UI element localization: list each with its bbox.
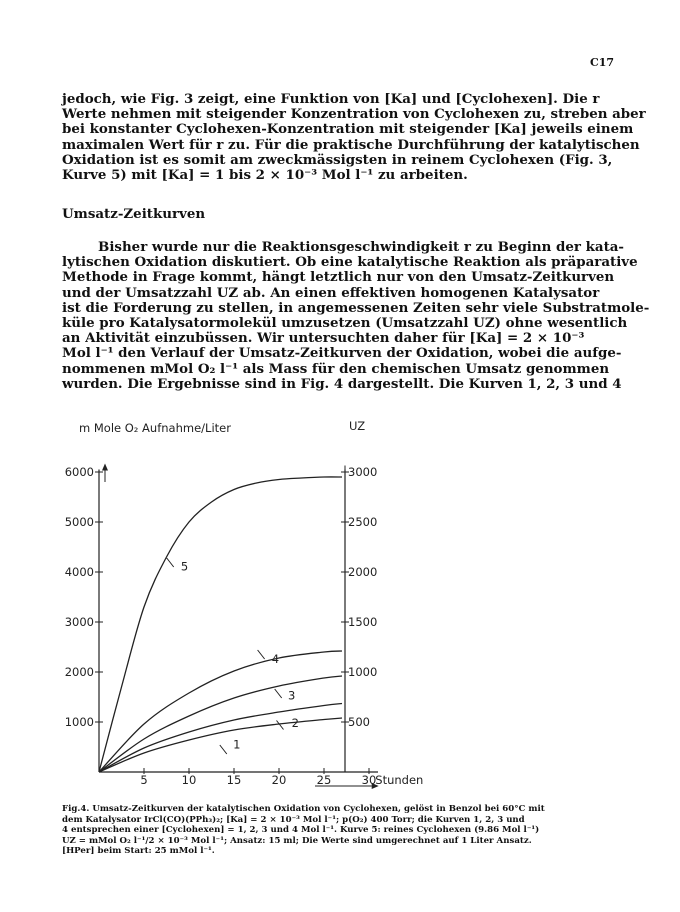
caption-line: 4 entsprechen einer [Cyclohexen] = 1, 2, 3 und 4 Mol l⁻¹. Kurve 5: reines Cyclohexen (9.86 Mol l⁻¹) xyxy=(62,825,540,836)
curve-label-leader xyxy=(277,721,284,730)
x-axis-title: Stunden xyxy=(375,773,424,787)
curve-label-4: 4 xyxy=(271,652,280,666)
x-tick-label: 20 xyxy=(271,773,287,787)
paragraph-2-line: Mol l⁻¹ den Verlauf der Umsatz-Zeitkurven der Oxidation, wobei die aufge- xyxy=(62,345,622,362)
paragraph-1-line: Kurve 5) mit [Ka] = 1 bis 2 × 10⁻³ Mol l⁻¹ zu arbeiten. xyxy=(62,166,468,183)
y-right-tick-label: 3000 xyxy=(348,465,378,479)
chart-root xyxy=(65,419,424,789)
x-tick-label: 5 xyxy=(140,773,148,787)
y-right-tick-label: 1500 xyxy=(348,615,378,629)
paragraph-2 xyxy=(62,239,650,392)
paragraph-2-line: küle pro Katalysatormolekül umzusetzen (Umsatzzahl UZ) ohne wesentlich xyxy=(62,314,628,331)
x-tick-label: 25 xyxy=(316,773,332,787)
paragraph-2-line: ist die Forderung zu stellen, in angemessenen Zeiten sehr viele Substratmole- xyxy=(62,299,650,316)
paragraph-1 xyxy=(62,91,646,183)
y-right-tick-label: 1000 xyxy=(348,665,378,679)
y-left-tick-label: 5000 xyxy=(64,515,94,529)
x-tick-label: 10 xyxy=(181,773,197,787)
paragraph-1-line: jedoch, wie Fig. 3 zeigt, eine Funktion von [Ka] und [Cyclohexen]. Die r xyxy=(62,91,600,107)
paragraph-1-line: Werte nehmen mit steigender Konzentration von Cyclohexen zu, streben aber xyxy=(62,106,646,123)
y-left-tick-label: 6000 xyxy=(64,465,94,479)
paragraph-1-line: maximalen Wert für r zu. Für die praktische Durchführung der katalytischen xyxy=(62,136,640,153)
y-right-tick-label: 500 xyxy=(348,715,370,729)
paragraph-2-line: Methode in Frage kommt, hängt letztlich nur von den Umsatz-Zeitkurven xyxy=(62,269,615,286)
y-left-arrow-head xyxy=(102,464,108,471)
curve-2 xyxy=(99,704,342,773)
curve-3 xyxy=(99,676,342,772)
section-heading: Umsatz-Zeitkurven xyxy=(62,206,206,222)
curve-label-2: 2 xyxy=(291,716,299,730)
y-left-tick-label: 1000 xyxy=(64,715,94,729)
paragraph-2-line: nommenen mMol O₂ l⁻¹ als Mass für den chemischen Umsatz genommen xyxy=(62,360,610,377)
x-tick-label: 30 xyxy=(361,773,377,787)
paragraph-2-line: wurden. Die Ergebnisse sind in Fig. 4 dargestellt. Die Kurven 1, 2, 3 und 4 xyxy=(62,375,622,392)
curve-label-leader xyxy=(220,745,227,754)
paragraph-2-line: und der Umsatzzahl UZ ab. An einen effektiven homogenen Katalysator xyxy=(62,284,600,301)
paragraph-2-line: an Aktivität einzubüssen. Wir untersuchten daher für [Ka] = 2 × 10⁻³ xyxy=(62,330,585,347)
curve-4 xyxy=(99,651,342,772)
curve-label-leader xyxy=(275,689,282,698)
y-left-tick-label: 2000 xyxy=(64,665,94,679)
curve-label-5: 5 xyxy=(180,559,189,574)
figure-4-chart xyxy=(0,400,680,800)
figure-caption xyxy=(62,804,622,857)
caption-line: [HPer] beim Start: 25 mMol l⁻¹. xyxy=(62,846,215,857)
paragraph-2-line: lytischen Oxidation diskutiert. Ob eine katalytische Reaktion als präparative xyxy=(62,254,638,271)
curve-label-1: 1 xyxy=(233,737,241,752)
paragraph-1-line: bei konstanter Cyclohexen-Konzentration mit steigender [Ka] jeweils einem xyxy=(62,121,634,138)
curve-label-leader xyxy=(167,558,174,567)
caption-line: Fig.4. Umsatz-Zeitkurven der katalytischen Oxidation von Cyclohexen, gelöst in Benzol bei 60°C mit xyxy=(62,804,545,814)
y-right-axis-title: UZ xyxy=(349,419,366,433)
caption-line: UZ = mMol O₂ l⁻¹/2 × 10⁻³ Mol l⁻¹; Ansatz: 15 ml; Die Werte sind umgerechnet auf 1 Liter Ansatz. xyxy=(62,835,532,846)
y-right-tick-label: 2500 xyxy=(348,515,378,529)
y-left-tick-label: 4000 xyxy=(64,565,94,579)
y-left-tick-label: 3000 xyxy=(64,615,94,629)
y-right-tick-label: 2000 xyxy=(348,565,378,579)
paragraph-1-line: Oxidation ist es somit am zweckmässigsten in reinem Cyclohexen (Fig. 3, xyxy=(62,151,613,168)
caption-line: dem Katalysator IrCl(CO)(PPh₃)₂; [Ka] = 2 × 10⁻³ Mol l⁻¹; p(O₂) 400 Torr; die Kurven 1, 2, 3 und xyxy=(62,814,525,825)
paragraph-2-line: Bisher wurde nur die Reaktionsgeschwindigkeit r zu Beginn der kata- xyxy=(98,239,624,255)
curve-label-leader xyxy=(258,650,265,659)
x-tick-label: 15 xyxy=(226,773,242,787)
curve-5 xyxy=(99,477,342,772)
curve-label-3: 3 xyxy=(288,688,296,703)
page-number: C17 xyxy=(590,56,615,69)
y-left-axis-title: m Mole O₂ Aufnahme/Liter xyxy=(79,421,231,435)
